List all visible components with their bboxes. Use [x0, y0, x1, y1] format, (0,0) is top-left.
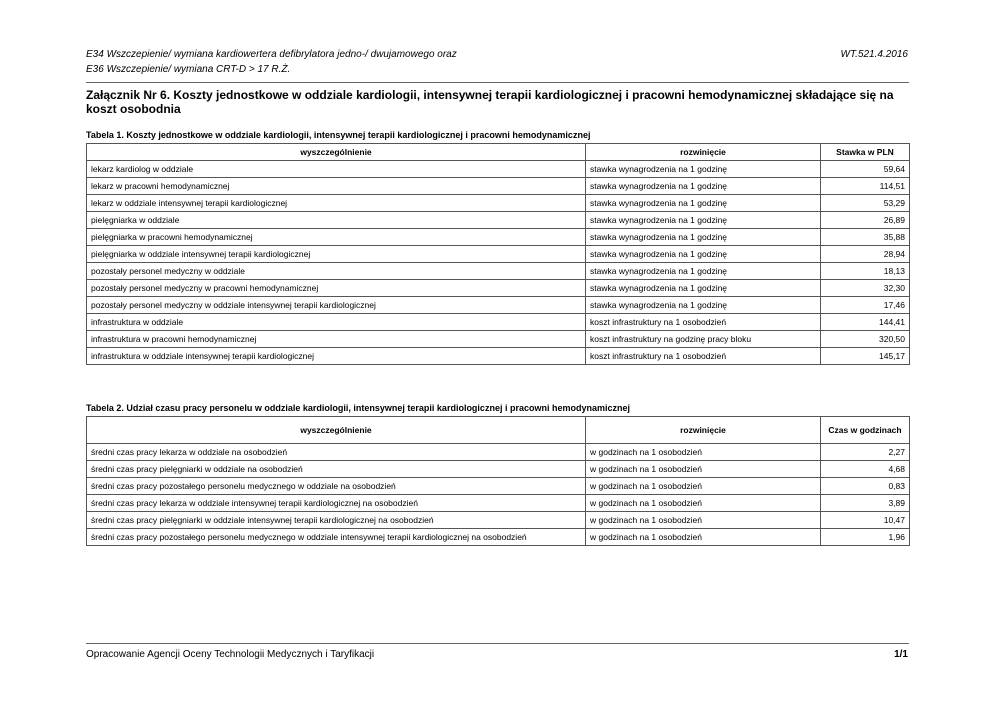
- header-divider: [86, 82, 909, 83]
- table-cell: 35,88: [821, 229, 910, 246]
- table-cell: w godzinach na 1 osobodzień: [586, 461, 821, 478]
- table-cell: stawka wynagrodzenia na 1 godzinę: [586, 161, 821, 178]
- column-header: Czas w godzinach: [821, 417, 910, 444]
- table-cell: 28,94: [821, 246, 910, 263]
- page-title: Załącznik Nr 6. Koszty jednostkowe w oddziale kardiologii, intensywnej terapii kardiologicznej i pracowni hemodynamicznej składające się na koszt osobodnia: [86, 88, 894, 116]
- table-row: [87, 512, 910, 529]
- table-row: [87, 212, 910, 229]
- table-row: [87, 280, 910, 297]
- table-cell: pielęgniarka w oddziale intensywnej terapii kardiologicznej: [87, 246, 586, 263]
- table-cell: 2,27: [821, 444, 910, 461]
- document-id: WT.521.4.2016: [840, 49, 908, 60]
- table-cell: w godzinach na 1 osobodzień: [586, 512, 821, 529]
- table-cell: pozostały personel medyczny w oddziale intensywnej terapii kardiologicznej: [87, 297, 586, 314]
- table-cell: 53,29: [821, 195, 910, 212]
- page-number: 1/1: [894, 649, 908, 660]
- table-row: [87, 246, 910, 263]
- table-row: [87, 478, 910, 495]
- table-cell: 320,50: [821, 331, 910, 348]
- table-row: [87, 161, 910, 178]
- table-row: [87, 444, 910, 461]
- table-cell: stawka wynagrodzenia na 1 godzinę: [586, 263, 821, 280]
- costs-table: [86, 143, 910, 365]
- table-cell: infrastruktura w oddziale: [87, 314, 586, 331]
- table-cell: 59,64: [821, 161, 910, 178]
- table-row: [87, 348, 910, 365]
- table-cell: 32,30: [821, 280, 910, 297]
- table-cell: lekarz w oddziale intensywnej terapii kardiologicznej: [87, 195, 586, 212]
- table-cell: średni czas pracy pozostałego personelu medycznego w oddziale na osobodzień: [87, 478, 586, 495]
- table-cell: infrastruktura w oddziale intensywnej terapii kardiologicznej: [87, 348, 586, 365]
- table-cell: stawka wynagrodzenia na 1 godzinę: [586, 212, 821, 229]
- table-cell: stawka wynagrodzenia na 1 godzinę: [586, 178, 821, 195]
- table-row: [87, 263, 910, 280]
- table-header-row: [87, 144, 910, 161]
- table-cell: w godzinach na 1 osobodzień: [586, 529, 821, 546]
- table-row: [87, 461, 910, 478]
- work-time-table: [86, 416, 910, 546]
- table-row: [87, 529, 910, 546]
- table-row: [87, 195, 910, 212]
- table-cell: koszt infrastruktury na godzinę pracy bloku: [586, 331, 821, 348]
- table-cell: średni czas pracy pielęgniarki w oddziale na osobodzień: [87, 461, 586, 478]
- document-header: [86, 47, 457, 77]
- table-cell: stawka wynagrodzenia na 1 godzinę: [586, 229, 821, 246]
- table-cell: stawka wynagrodzenia na 1 godzinę: [586, 297, 821, 314]
- table-cell: 18,13: [821, 263, 910, 280]
- column-header: Stawka w PLN: [821, 144, 910, 161]
- table2-caption: Tabela 2. Udział czasu pracy personelu w oddziale kardiologii, intensywnej terapii kardiologicznej i pracowni hemodynamicznej: [86, 403, 630, 413]
- table-cell: pielęgniarka w pracowni hemodynamicznej: [87, 229, 586, 246]
- table-cell: w godzinach na 1 osobodzień: [586, 478, 821, 495]
- table-cell: średni czas pracy lekarza w oddziale na osobodzień: [87, 444, 586, 461]
- table-row: [87, 178, 910, 195]
- table-cell: 144,41: [821, 314, 910, 331]
- table-row: [87, 495, 910, 512]
- table-cell: 1,96: [821, 529, 910, 546]
- table-cell: pozostały personel medyczny w pracowni hemodynamicznej: [87, 280, 586, 297]
- table-cell: lekarz w pracowni hemodynamicznej: [87, 178, 586, 195]
- table1-caption: Tabela 1. Koszty jednostkowe w oddziale kardiologii, intensywnej terapii kardiologicznej i pracowni hemodynamicznej: [86, 130, 591, 140]
- column-header: rozwinięcie: [586, 417, 821, 444]
- column-header: wyszczególnienie: [87, 144, 586, 161]
- table-cell: w godzinach na 1 osobodzień: [586, 495, 821, 512]
- header-line-2: E36 Wszczepienie/ wymiana CRT-D > 17 R.Ż.: [86, 64, 291, 75]
- header-line-1: E34 Wszczepienie/ wymiana kardiowertera defibrylatora jedno-/ dwujamowego oraz: [86, 49, 457, 60]
- footer-agency: Opracowanie Agencji Oceny Technologii Medycznych i Taryfikacji: [86, 649, 375, 660]
- table-cell: pozostały personel medyczny w oddziale: [87, 263, 586, 280]
- table-cell: 26,89: [821, 212, 910, 229]
- footer-divider: [86, 643, 909, 644]
- table-cell: w godzinach na 1 osobodzień: [586, 444, 821, 461]
- table-cell: 3,89: [821, 495, 910, 512]
- table-cell: stawka wynagrodzenia na 1 godzinę: [586, 246, 821, 263]
- table-cell: 4,68: [821, 461, 910, 478]
- table-header-row: [87, 417, 910, 444]
- table-row: [87, 331, 910, 348]
- table-row: [87, 297, 910, 314]
- table-cell: średni czas pracy lekarza w oddziale intensywnej terapii kardiologicznej na osobodzień: [87, 495, 586, 512]
- table-cell: stawka wynagrodzenia na 1 godzinę: [586, 280, 821, 297]
- table-cell: 0,83: [821, 478, 910, 495]
- table-cell: 17,46: [821, 297, 910, 314]
- column-header: wyszczególnienie: [87, 417, 586, 444]
- table-cell: stawka wynagrodzenia na 1 godzinę: [586, 195, 821, 212]
- table-cell: 145,17: [821, 348, 910, 365]
- table-row: [87, 229, 910, 246]
- table-cell: lekarz kardiolog w oddziale: [87, 161, 586, 178]
- table-cell: koszt infrastruktury na 1 osobodzień: [586, 314, 821, 331]
- table-cell: średni czas pracy pozostałego personelu medycznego w oddziale intensywnej terapii kardiologicznej na osobodzień: [87, 529, 586, 546]
- table-cell: koszt infrastruktury na 1 osobodzień: [586, 348, 821, 365]
- table-cell: 10,47: [821, 512, 910, 529]
- table-cell: średni czas pracy pielęgniarki w oddziale intensywnej terapii kardiologicznej na osobodzień: [87, 512, 586, 529]
- table-row: [87, 314, 910, 331]
- table-cell: infrastruktura w pracowni hemodynamicznej: [87, 331, 586, 348]
- table-cell: 114,51: [821, 178, 910, 195]
- table-cell: pielęgniarka w oddziale: [87, 212, 586, 229]
- column-header: rozwinięcie: [586, 144, 821, 161]
